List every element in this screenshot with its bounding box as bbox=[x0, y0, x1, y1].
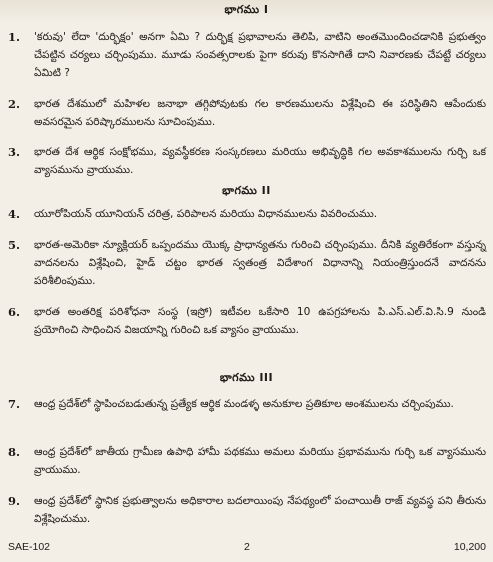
question-text: ఆంధ్ర ప్రదేశ్‌లో జాతీయ గ్రామీణ ఉపాధి హామీ పథకము అమలు మరియు ప్రభావమును గుర్చి ఒక వ్యాసమును వ్రాయుము. bbox=[34, 446, 486, 476]
question-text: 'కరువు' లేదా 'దుర్భిక్షం' అనగా ఏమి ? దుర్భిక్ష ప్రభావాలను తెలిపి, వాటిని అంతమొందించడానికి ప్రభుత్వం చేపట్టిన చర్యలు చర్చింపుము. మూడు సంవత్సరాలకు పైగా కరువు కొనసాగితే దాని నివారణకు చేపట్టే చర్యలు ఏమిటి ? bbox=[34, 31, 486, 79]
question-number: 6. bbox=[8, 305, 21, 319]
question-number: 4. bbox=[8, 207, 21, 221]
question-number: 7. bbox=[8, 397, 21, 411]
question-text: యూరోపియన్ యూనియన్ చరిత్ర, పరిపాలన మరియు విధానములను వివరించుము. bbox=[34, 208, 378, 220]
question-text: ఆంధ్ర ప్రదేశ్‌లో స్థానిక ప్రభుత్వాలను అధికారాల బదలాయింపు నేపథ్యంలో పంచాయితీ రాజ్ వ్యవస్థ పని తీరును విశ్లేషించుము. bbox=[34, 495, 486, 525]
question-number: 2. bbox=[8, 97, 21, 111]
print-count: 10,200 bbox=[453, 541, 486, 553]
question-number: 9. bbox=[8, 494, 21, 508]
question-number: 8. bbox=[8, 445, 21, 459]
question-text: ఆంధ్ర ప్రదేశ్‌లో స్థాపించబడుతున్న ప్రత్యేక ఆర్థిక మండళ్ళ అనుకూల ప్రతికూల అంశములను చర్చింపుము. bbox=[34, 398, 454, 410]
paper-code: SAE-102 bbox=[8, 541, 51, 553]
section-heading-1: భాగము I bbox=[224, 3, 269, 16]
question-text: భారత దేశ ఆర్థిక సంక్షోభము, వ్యవస్థీకరణ సంస్కరణలు మరియు అభివృద్ధికి గల అవకాశములను గుర్చి ఒక వ్యాసమును వ్రాయుము. bbox=[34, 146, 486, 176]
question-number: 1. bbox=[8, 30, 21, 44]
section-heading-3: భాగము III bbox=[219, 371, 274, 384]
question-text: భారత అంతరిక్ష పరిశోధనా సంస్థ (ఇస్రో) ఇటీవల ఒకేసారి 10 ఉపగ్రహాలను పి.ఎస్.ఎల్.వి.సి.9 నుండి ప్రయోగించి సాధించిన విజయాన్ని గురించి ఒక వ్యాసం వ్రాయుము. bbox=[34, 306, 486, 336]
section-heading-2: భాగము II bbox=[222, 184, 271, 197]
question-number: 5. bbox=[8, 238, 21, 252]
page-number: 2 bbox=[244, 541, 250, 553]
question-text: భారత దేశములో మహిళల జనాభా తగ్గిపోవుటకు గల కారణములను విశ్లేషించి ఈ పరిస్థితిని ఆపేందుకు అవసరమైన పరిష్కారములను సూచింపుము. bbox=[34, 98, 486, 128]
question-number: 3. bbox=[8, 145, 21, 159]
question-text: భారత-అమెరికా న్యూక్లియర్ ఒప్పందము యొక్క ప్రాధాన్యతను గురించి చర్చింపుము. దీనికి వ్యతిరేకంగా వస్తున్న వాదనలను విశ్లేషించి, హైడ్ చట్టం భారత స్వతంత్ర విదేశాంగ విధానాన్ని నియంత్రిస్తుందనే వాదనను పరిశీలింపుము. bbox=[34, 239, 486, 287]
